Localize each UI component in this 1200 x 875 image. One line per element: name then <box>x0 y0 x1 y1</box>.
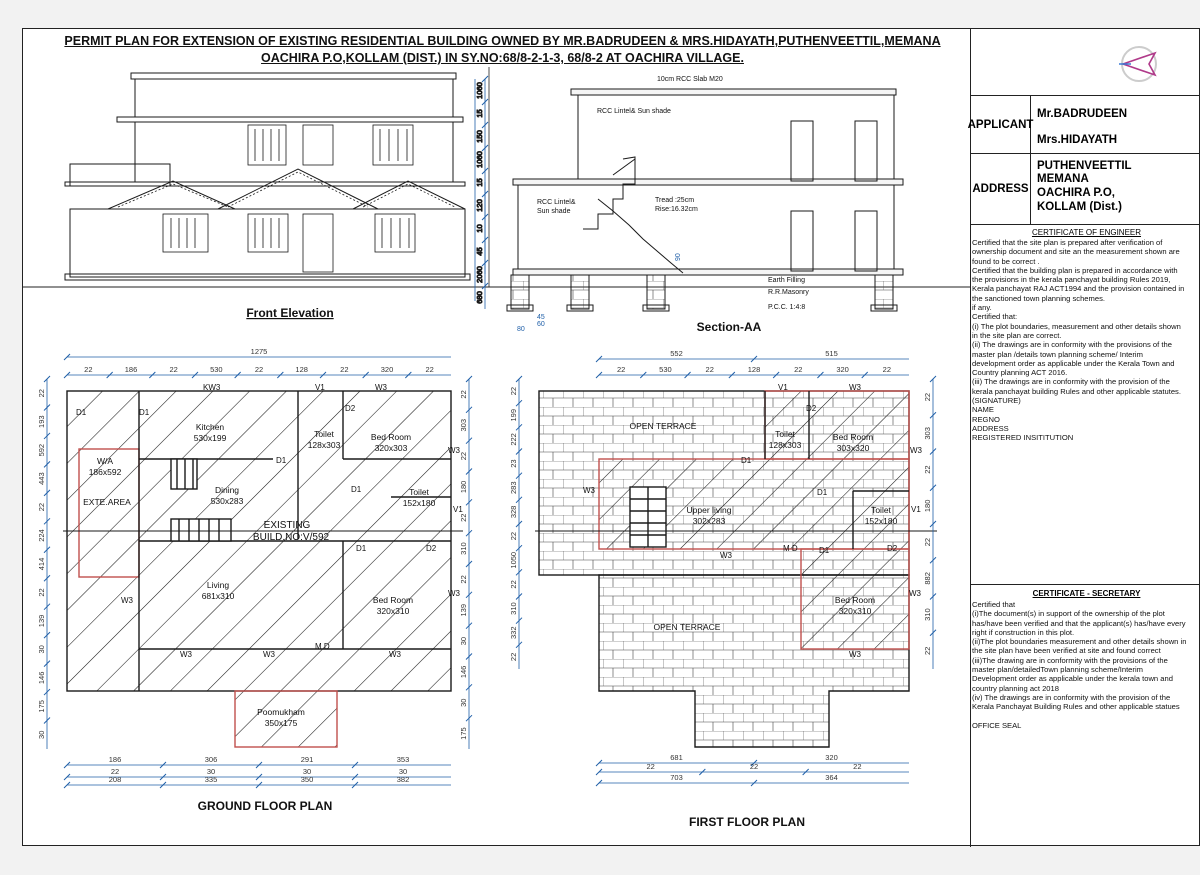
elev-dim-value: 680 <box>475 291 484 304</box>
gf-toilet2-label: Toilet <box>409 487 429 497</box>
gf-mark-w3a: W3 <box>375 383 387 392</box>
section-door-upper-1 <box>791 121 813 181</box>
ff-bed2-size: 320x310 <box>838 606 872 616</box>
gf-bottom-dim1-value: 186 <box>108 755 122 764</box>
ff-top-dim-b-value: 128 <box>747 365 761 374</box>
gf-left-dim-value: 22 <box>37 389 46 398</box>
gf-dining-size: 530x283 <box>210 496 244 506</box>
ff-bed1-size: 303x320 <box>836 443 870 453</box>
applicant-name-1: Mr.BADRUDEEN <box>1037 108 1128 120</box>
ff-toilet-label: Toilet <box>775 429 795 439</box>
gf-build-no: BUILD.NO:V/592 <box>252 532 330 543</box>
drawing-sheet <box>22 28 1200 846</box>
gf-wa-label: W/A <box>96 456 114 466</box>
gf-right-dim-value: 22 <box>459 575 468 584</box>
ff-right-dim-value: 22 <box>923 392 932 402</box>
elev-dim-value: 45 <box>475 247 484 256</box>
elev-dim-value: 1060 <box>475 82 484 99</box>
gf-top-total-value: 1275 <box>250 347 268 356</box>
address-line-3: OACHIRA P.O, <box>1037 187 1115 199</box>
section-dim-80: 80 <box>517 326 525 333</box>
gf-top-dim-value: 128 <box>295 365 308 374</box>
gf-right-dim-value: 180 <box>459 480 468 494</box>
ff-left-dim-value: 310 <box>509 602 518 615</box>
gf-mark-w3g: W3 <box>389 650 401 659</box>
gf-mark-w3e: W3 <box>180 650 192 659</box>
ff-bed1-label: Bed Room <box>832 432 874 442</box>
gf-bottom-dim1-value: 306 <box>204 755 218 764</box>
ff-top-dim-b-value: 22 <box>705 365 714 374</box>
elevation-door-upper <box>303 125 333 165</box>
gf-left-dim-value: 224 <box>37 529 46 542</box>
gf-bottom-dim2-value: 30 <box>302 767 312 776</box>
gf-bottom-dim2-value: 30 <box>206 767 216 776</box>
gf-bottom-dim2-value: 22 <box>110 767 120 776</box>
gf-bed1-size: 320x303 <box>374 443 408 453</box>
section-plinth <box>513 269 903 275</box>
ff-mark-d1c: D1 <box>819 546 830 555</box>
ground-floor-plan <box>37 347 472 813</box>
gf-left-dim-value: 175 <box>37 700 46 713</box>
ff-right-dim-value: 180 <box>923 499 932 513</box>
gf-left-dim-value: 443 <box>37 472 46 485</box>
ff-top-dim-b-value: 320 <box>836 365 849 374</box>
ff-mark-v1b: V1 <box>911 505 921 514</box>
gf-top-dim-value: 530 <box>210 365 223 374</box>
gf-right-dim-value: 30 <box>459 636 468 646</box>
ground-floor-title: GROUND FLOOR PLAN <box>197 799 333 813</box>
ff-bottom-dim3-value: 703 <box>670 773 683 782</box>
ff-top-dim-b-value: 530 <box>659 365 672 374</box>
gf-right-dim-value: 303 <box>459 418 468 432</box>
gf-left-dim-value: 30 <box>37 730 46 739</box>
ff-bottom-dim1-value: 681 <box>670 753 683 762</box>
ff-bottom-dim3-value: 364 <box>825 773 838 782</box>
secretary-cert-heading: CERTIFICATE - SECRETARY <box>1032 589 1141 598</box>
gf-mark-w3d: W3 <box>448 589 460 598</box>
elev-dim-value: 1060 <box>475 151 484 168</box>
ff-open-terrace1: OPEN TERRACE <box>629 421 697 431</box>
gf-wa-size: 186x592 <box>88 467 122 477</box>
gf-toilet1-size: 128x303 <box>307 440 341 450</box>
ff-right-dim-value: 303 <box>923 427 932 440</box>
elevation-dimension-labels <box>475 76 488 309</box>
address-line-2: MEMANA <box>1037 173 1089 185</box>
gf-mark-d1e: D1 <box>356 544 367 553</box>
section-roof-slab <box>571 89 896 95</box>
ff-open-terrace2: OPEN TERRACE <box>653 622 721 632</box>
ff-mark-w3c: W3 <box>583 486 595 495</box>
section-foundations <box>507 275 897 311</box>
ff-mark-w3b: W3 <box>910 446 922 455</box>
gf-right-dim-value: 146 <box>459 665 468 679</box>
gf-mark-w3c: W3 <box>121 596 133 605</box>
gf-mark-d2a: D2 <box>345 404 356 413</box>
gf-mark-kw3: KW3 <box>203 383 221 392</box>
title-line-1: PERMIT PLAN FOR EXTENSION OF EXISTING RESIDENTIAL BUILDING OWNED BY MR.BADRUDEEN & MRS.HIDAYATH,PUTHENVEETTIL,MEMANA <box>64 34 941 48</box>
secretary-cert-body: Certified that (i)The document(s) in support of the ownership of the plot has/have been verified and that the applicant(s) has/have every right if construction in this plot. (ii)The plot boundaries measurement and other details shown in the site plan have been verified at site and found correct (iii)The drawing are in conformity with the provisions of the master plan/detailedTown planning scheme/Interim Development order as applicable under the kerala town and country planning act 2018 (iv) The drawings are in conformity with the provision of the Kerala Panchayat Building Rules and other applicable statues OFFICE SEAL <box>972 600 1187 730</box>
elevation-center-gable <box>218 169 378 209</box>
gf-living-size: 681x310 <box>201 591 235 601</box>
section-masonry-label: R.R.Masonry <box>768 289 809 296</box>
ff-left-dim-value: 283 <box>509 481 518 495</box>
gf-bed2-label: Bed Room <box>372 595 414 605</box>
elevation-left-wall <box>70 164 170 186</box>
ff-right-dim-value: 22 <box>923 646 932 656</box>
ff-left-dim-value: 22 <box>509 386 518 396</box>
ff-mark-w3a: W3 <box>849 383 861 392</box>
elev-dim-value: 150 <box>475 130 484 143</box>
gf-left-dim-value: 592 <box>37 443 46 457</box>
address-label: ADDRESS <box>971 154 1031 224</box>
gf-top-dim-value: 320 <box>380 365 394 374</box>
ff-mark-v1a: V1 <box>778 383 788 392</box>
ff-left-dim-value: 22 <box>509 652 518 662</box>
section-aa <box>507 76 903 334</box>
gf-bottom-dim1-value: 291 <box>300 755 314 764</box>
engineer-cert-body: Certified that the site plan is prepared after verification of ownership document and site an the measurement shown are found to be correct . Certified that the building plan is prepared in accordance with the provisions in the kerala panchayat building Rules 2019, Kerala panchayat RAJ ACT1994 and the provision contained in the sanctioned town planning schemes. if any. Certified that: (i) The plot boundaries, measurement and other details shown in the site plan are correct. (ii) The drawings are in conformity with the provisions of the master plan /details town planning scheme/ Interim development order as applicable under the Kerala Town and Country planning ACT 2016. (iii) The drawings are in conformity with the provision of the kerala panchayat building Rules and other applicable statutes. (SIGNATURE) NAME REGNO ADDRESS REGISTERED INSITITUTION <box>972 238 1185 443</box>
elev-dim-value: 15 <box>475 109 484 118</box>
gf-top-dim-value: 22 <box>254 365 264 374</box>
ff-left-dim-value: 22 <box>509 580 518 589</box>
ff-bottom-dim2-value: 22 <box>853 762 862 771</box>
front-elevation <box>65 73 488 320</box>
gf-bed1-label: Bed Room <box>370 432 412 442</box>
ff-bottom-dim2-value: 22 <box>749 762 759 771</box>
address-row <box>971 153 1200 225</box>
section-slab-label: 10cm RCC Slab M20 <box>657 76 723 83</box>
title-line-2: OACHIRA P.O,KOLLAM (DIST.) IN SY.NO:68/8-2-1-3, 68/8-2 AT OACHIRA VILLAGE. <box>261 51 744 65</box>
front-elevation-title: Front Elevation <box>246 306 334 320</box>
ff-bottom-dim2-value: 22 <box>646 762 655 771</box>
gf-bed2-size: 320x310 <box>376 606 410 616</box>
gf-left-dim-value: 146 <box>37 671 46 685</box>
ff-left-dim-value: 222 <box>509 433 518 446</box>
gf-mark-w3f: W3 <box>263 650 275 659</box>
gf-left-dim-value: 193 <box>37 415 46 428</box>
ff-toilet2-label: Toilet <box>871 505 891 515</box>
ff-left-dim-value: 328 <box>509 505 518 519</box>
logo-icon <box>1115 43 1163 85</box>
ff-top-dim-a-value: 552 <box>670 349 683 358</box>
elev-dim-value: 15 <box>475 178 484 187</box>
elevation-window-ground-1 <box>163 214 208 252</box>
gf-poomukham-label: Poomukham <box>257 707 305 717</box>
section-lintel-top-label: RCC Lintel& Sun shade <box>597 108 671 115</box>
gf-mark-d1b: D1 <box>139 408 150 417</box>
ff-mark-w3d: W3 <box>720 551 732 560</box>
ff-left-dim-value: 23 <box>509 459 518 468</box>
ff-top-dim-b-value: 22 <box>794 365 803 374</box>
gf-right-dim-value: 22 <box>459 451 468 461</box>
ff-right-dim-value: 22 <box>923 465 932 474</box>
gf-right-dim-value: 175 <box>459 727 468 740</box>
section-dim-90: 90 <box>675 253 682 261</box>
gf-kitchen-label: Kitchen <box>195 422 225 432</box>
gf-living-label: Living <box>206 580 230 590</box>
gf-left-dim-value: 22 <box>37 502 46 512</box>
ff-toilet-size: 128x303 <box>768 440 802 450</box>
cert-divider <box>971 584 1200 585</box>
gf-left-dim-value: 139 <box>37 614 46 628</box>
logo <box>1115 43 1163 85</box>
gf-bottom-dim3-value: 208 <box>108 775 122 784</box>
section-first-slab <box>513 179 903 185</box>
gf-mark-d2b: D2 <box>426 544 437 553</box>
gf-mark-d1c: D1 <box>276 456 287 465</box>
gf-top-dim-value: 22 <box>84 365 93 374</box>
section-dim-45: 45 <box>537 314 545 321</box>
gf-bottom-dim1-value: 353 <box>396 755 410 764</box>
elevation-left-gable <box>108 181 235 209</box>
gf-top-dim-value: 186 <box>124 365 138 374</box>
elev-dim-value: 10 <box>475 224 484 233</box>
ff-right-dim-value: 882 <box>923 572 932 585</box>
gf-top-dim-value: 22 <box>425 365 434 374</box>
applicant-label: APPLICANT <box>971 96 1031 153</box>
gf-right-dim-value: 30 <box>459 698 468 707</box>
gf-mark-v1a: V1 <box>315 383 325 392</box>
elevation-roof-slab <box>131 73 456 79</box>
section-rise-label: Rise:16.32cm <box>655 206 698 213</box>
gf-existing-label: EXISTING <box>263 520 311 531</box>
gf-bottom-dim2-value: 30 <box>398 767 408 776</box>
ff-bottom-dim1-value: 320 <box>825 753 838 762</box>
section-tread-label: Tread :25cm <box>655 197 695 204</box>
ff-top-dim-a-value: 515 <box>825 349 838 358</box>
section-door-upper-2 <box>855 121 877 181</box>
gf-right-dim-value: 22 <box>459 390 468 399</box>
address-line-4: KOLLAM (Dist.) <box>1037 201 1122 213</box>
gf-bottom-dim3-value: 382 <box>396 775 410 784</box>
drawing-canvas <box>23 29 970 847</box>
engineer-cert-heading: CERTIFICATE OF ENGINEER <box>1031 228 1142 237</box>
gf-left-dim-value: 30 <box>37 645 46 654</box>
ff-mark-d1a: D1 <box>741 456 752 465</box>
section-lintel-mid-label1: RCC Lintel& <box>537 199 576 206</box>
section-stair-upper <box>583 184 635 229</box>
elev-dim-value: 2060 <box>475 266 484 283</box>
gf-bottom-dim3-value: 335 <box>204 775 218 784</box>
ff-mark-w3f: W3 <box>849 650 861 659</box>
first-floor-plan <box>509 349 937 829</box>
section-earth-label: Earth Filling <box>768 277 805 284</box>
gf-right-dim-value: 22 <box>459 513 468 522</box>
ff-left-dim-value: 22 <box>509 531 518 541</box>
section-lintel-mid-label2: Sun shade <box>537 208 571 215</box>
elevation-upper-wall <box>135 122 453 182</box>
elevation-window-ground-2 <box>248 214 288 252</box>
address-line-1: PUTHENVEETTIL <box>1037 160 1132 172</box>
gf-toilet2-size: 152x180 <box>402 498 436 508</box>
gf-exte-label: EXTE.AREA <box>83 497 131 507</box>
gf-mark-v1b: V1 <box>453 505 463 514</box>
ff-right-dim-value: 22 <box>923 537 932 547</box>
section-dim-60: 60 <box>537 321 545 328</box>
applicant-row <box>967 95 1200 153</box>
ff-top-dim-b-value: 22 <box>882 365 892 374</box>
ff-left-dim-value: 199 <box>509 408 518 422</box>
ff-right-dim-value: 310 <box>923 608 932 621</box>
title-panel <box>967 29 1200 847</box>
ff-left-dim-value: 332 <box>509 626 518 640</box>
section-pcc-label: P.C.C. 1:4:8 <box>768 304 806 311</box>
elevation-window-upper-1 <box>248 125 286 165</box>
first-floor-title: FIRST FLOOR PLAN <box>689 815 805 829</box>
ff-mark-d1b: D1 <box>817 488 828 497</box>
ff-left-dim-value: 1050 <box>509 551 518 569</box>
ff-mark-w3e: W3 <box>909 589 921 598</box>
gf-dining-label: Dining <box>214 485 240 495</box>
gf-right-dim-value: 310 <box>459 542 468 555</box>
gf-top-dim-value: 22 <box>340 365 349 374</box>
gf-toilet1-label: Toilet <box>314 429 334 439</box>
gf-poomukham-size: 350x175 <box>264 718 298 728</box>
ff-mark-d2a: D2 <box>806 404 817 413</box>
gf-top-dim-value: 22 <box>169 365 178 374</box>
gf-mark-d1a: D1 <box>76 408 87 417</box>
elevation-ground-wall <box>70 209 465 277</box>
ff-toilet2-size: 152x180 <box>864 516 898 526</box>
gf-mark-w3b: W3 <box>448 446 460 455</box>
gf-bottom-dim3-value: 350 <box>300 775 314 784</box>
gf-left-dim-value: 414 <box>37 557 46 571</box>
section-door-ground-1 <box>791 211 813 271</box>
elevation-upper-sunshade <box>117 117 463 122</box>
section-title: Section-AA <box>696 320 762 334</box>
gf-right-dim-value: 139 <box>459 603 468 617</box>
gf-mark-d1d: D1 <box>351 485 362 494</box>
elevation-main-door <box>303 214 333 272</box>
gf-kitchen-size: 530x199 <box>193 433 227 443</box>
gf-mark-md: M D <box>315 642 330 651</box>
applicant-name-2: Mrs.HIDAYATH <box>1037 134 1118 146</box>
ff-mark-md: M D <box>783 544 798 553</box>
section-door-ground-2 <box>855 211 877 271</box>
ff-mark-d2b: D2 <box>887 544 898 553</box>
ff-upper-living-label: Upper living <box>686 505 732 515</box>
ff-bed2-label: Bed Room <box>834 595 876 605</box>
ff-top-dim-b-value: 22 <box>616 365 626 374</box>
elevation-upper-parapet <box>135 79 453 117</box>
elev-dim-value: 120 <box>475 199 484 212</box>
ff-upper-living-size: 302x283 <box>692 516 726 526</box>
gf-left-dim-value: 22 <box>37 588 46 597</box>
